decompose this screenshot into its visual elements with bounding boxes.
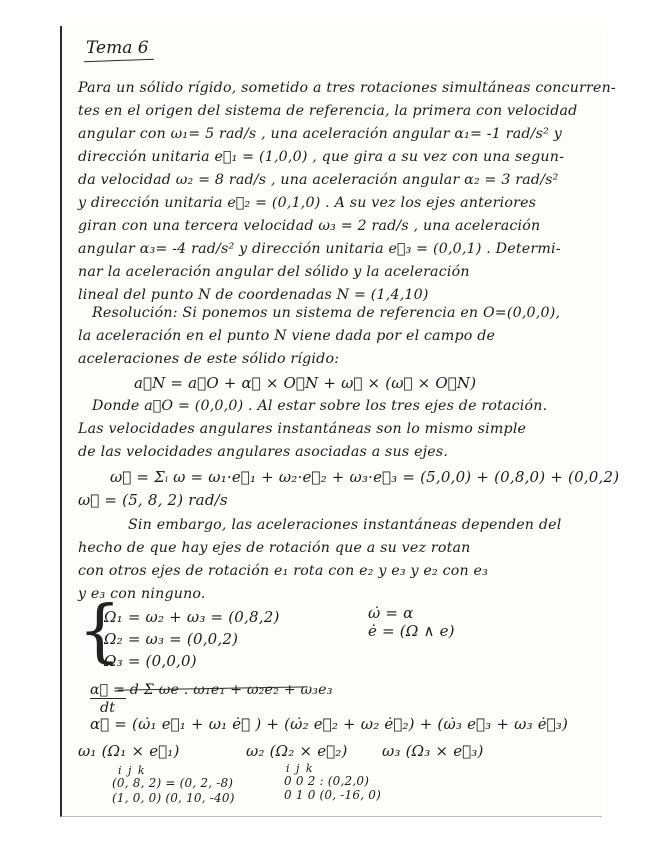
page-title: Tema 6: [86, 38, 149, 58]
calc-2-header: i j k: [286, 762, 315, 775]
side-note: ė = (Ω ∧ e): [368, 622, 455, 640]
omega-system-line: Ω₃ = (0,0,0): [104, 652, 197, 670]
calc-1-row: (0, 8, 2) = (0, 2, -8): [112, 776, 234, 790]
problem-line: dirección unitaria e⃗₁ = (1,0,0) , que gira a su vez con una segun-: [78, 149, 565, 165]
problem-line: angular con ω₁= 5 rad/s , una aceleración angular α₁= -1 rad/s² y: [78, 126, 562, 142]
derivative-numerator: α⃗ = d Σ ωe . ω₁e₁ + ω₂e₂ + ω₃e₃: [90, 682, 333, 698]
solution-line: la aceleración en el punto N viene dada por el campo de: [78, 328, 496, 344]
problem-line: giran con una tercera velocidad ω₃ = 2 rad/s , una aceleración: [78, 218, 541, 234]
term-3: ω₃ (Ω₃ × e⃗₃): [382, 742, 484, 760]
omega-sum-equation: ω⃗ = Σᵢ ω = ω₁·e⃗₁ + ω₂·e⃗₂ + ω₃·e⃗₃ = (5,0,0) + (0,8,0) + (0,0,2): [110, 468, 620, 486]
calc-2-row: 0 0 2 : (0,2,0): [284, 774, 370, 788]
calc-1-header: i j k: [118, 764, 147, 777]
where-line: de las velocidades angulares asociadas a sus ejes.: [78, 444, 449, 460]
calc-1-row: (1, 0, 0) (0, 10, -40): [112, 791, 235, 805]
omega-system-line: Ω₁ = ω₂ + ω₃ = (0,8,2): [104, 608, 280, 626]
where-line: Las velocidades angulares instantáneas son lo mismo simple: [78, 421, 527, 437]
calc-2-row: 0 1 0 (0, -16, 0): [284, 788, 381, 802]
problem-line: nar la aceleración angular del sólido y la aceleración: [78, 264, 470, 280]
term-2: ω₂ (Ω₂ × e⃗₂): [246, 742, 348, 760]
system-brace: {: [78, 592, 122, 671]
where-line: Donde a⃗O = (0,0,0) . Al estar sobre los tres ejes de rotación.: [92, 398, 548, 414]
problem-line: tes en el origen del sistema de referencia, la primera con velocidad: [78, 103, 578, 119]
however-line: Sin embargo, las aceleraciones instantáneas dependen del: [128, 517, 562, 533]
problem-line: lineal del punto N de coordenadas N = (1,4,10): [78, 287, 429, 303]
alpha-expansion: α⃗ = (ω̇₁ e⃗₁ + ω₁ ė⃗ ) + (ω̇₂ e⃗₂ + ω₂ ė⃗₂) + (ω̇₃ e⃗₃ + ω₃ ė⃗₃): [90, 715, 569, 733]
problem-line: da velocidad ω₂ = 8 rad/s , una aceleración angular α₂ = 3 rad/s²: [78, 172, 559, 188]
problem-line: angular α₃= -4 rad/s² y dirección unitaria e⃗₃ = (0,0,1) . Determi-: [78, 241, 561, 257]
omega-system-line: Ω₂ = ω₃ = (0,0,2): [104, 630, 239, 648]
acceleration-field-equation: a⃗N = a⃗O + α⃗ × O⃗N + ω⃗ × (ω⃗ × O⃗N): [134, 374, 477, 392]
fraction-bar: [90, 698, 126, 699]
however-line: con otros ejes de rotación e₁ rota con e₂ y e₃ y e₂ con e₃: [78, 563, 488, 579]
problem-line: Para un sólido rígido, sometido a tres rotaciones simultáneas concurren-: [78, 80, 616, 96]
problem-line: y dirección unitaria e⃗₂ = (0,1,0) . A su vez los ejes anteriores: [78, 195, 537, 211]
side-note: ω̇ = α: [368, 604, 414, 622]
derivative-denominator: dt: [100, 700, 116, 716]
omega-result: ω⃗ = (5, 8, 2) rad/s: [78, 491, 228, 509]
solution-line: Resolución: Si ponemos un sistema de referencia en O=(0,0,0),: [92, 305, 561, 321]
term-1: ω₁ (Ω₁ × e⃗₁): [78, 742, 180, 760]
solution-line: aceleraciones de este sólido rígido:: [78, 351, 340, 367]
however-line: hecho de que hay ejes de rotación que a su vez rotan: [78, 540, 471, 556]
however-line: y e₃ con ninguno.: [78, 586, 206, 602]
